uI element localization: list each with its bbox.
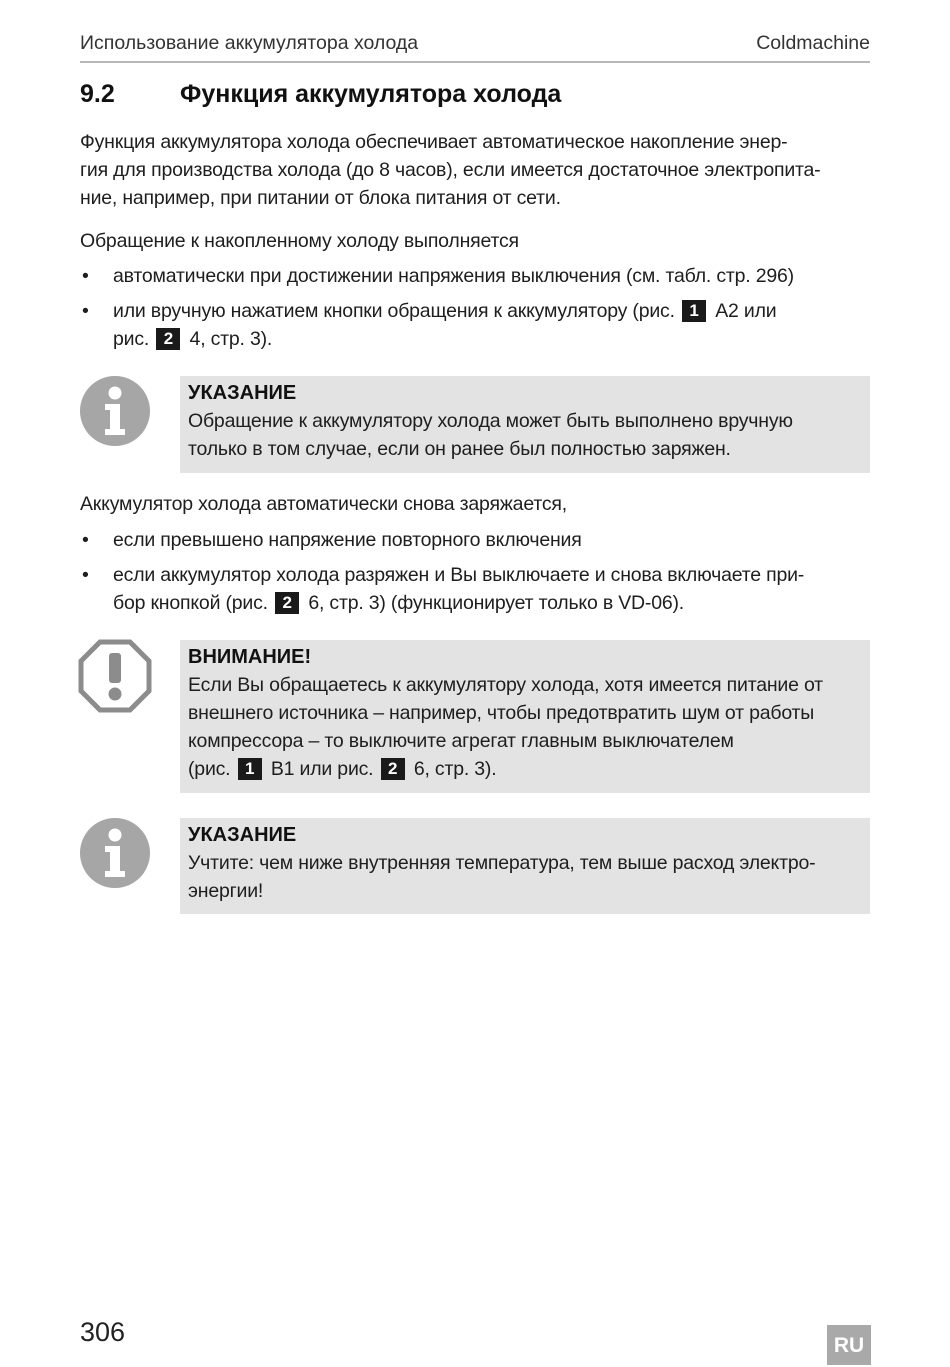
language-tab: RU xyxy=(827,1325,871,1365)
figure-ref-badge: 2 xyxy=(275,592,299,614)
list-item: • если превышено напряжение повторного включения xyxy=(82,529,582,551)
note-title: УКАЗАНИЕ xyxy=(188,382,297,404)
note-title: УКАЗАНИЕ xyxy=(188,824,297,846)
warning-title: ВНИМАНИЕ! xyxy=(188,646,312,668)
section-heading xyxy=(80,80,870,109)
note-text: Обращение к аккумулятору холода может быть выполнено вручную только в том случае, если он ранее был полностью заряжен. xyxy=(188,410,793,460)
intro-line: Функция аккумулятора холода обеспечивает автоматическое накопление энер- xyxy=(80,131,788,153)
figure-ref-badge: 1 xyxy=(238,758,262,780)
warning-text: Если Вы обращаетесь к аккумулятору холода, хотя имеется питание от внешнего источника – например, чтобы предотвратить шум от работы компрессора – то выключите агрегат главным выключателем (рис. 1 B1 или рис. 2 6, стр. 3). xyxy=(188,674,823,780)
header-product-name: Coldmachine xyxy=(756,32,870,54)
recharge-list xyxy=(80,526,870,624)
figure-ref-badge: 2 xyxy=(156,328,180,350)
note-text: Учтите: чем ниже внутренняя температура, тем выше расход электро- энергии! xyxy=(188,852,816,902)
access-lead: Обращение к накопленному холоду выполняется xyxy=(80,230,519,252)
intro-line: гия для производства холода (до 8 часов), если имеется достаточное электропита- xyxy=(80,159,821,181)
note-box xyxy=(180,818,870,914)
info-icon xyxy=(78,374,152,448)
header-chapter-title: Использование аккумулятора холода xyxy=(80,32,419,54)
list-item: • автоматически при достижении напряжения выключения (см. табл. стр. 296) xyxy=(82,265,794,287)
running-header xyxy=(80,30,870,63)
access-list xyxy=(80,262,870,360)
list-item: • если аккумулятор холода разряжен и Вы выключаете и снова включаете при- бор кнопкой (рис. 2 6, стр. 3) (функционирует только в VD-06). xyxy=(82,564,805,614)
figure-ref-badge: 1 xyxy=(682,300,706,322)
warning-box xyxy=(180,640,870,793)
list-item: • или вручную нажатием кнопки обращения к аккумулятору (рис. 1 А2 или рис. 2 4, стр. 3). xyxy=(82,300,777,350)
warning-octagon-icon xyxy=(78,639,152,713)
intro-paragraph xyxy=(80,128,870,212)
section-number: 9.2 xyxy=(80,80,115,108)
recharge-lead: Аккумулятор холода автоматически снова заряжается, xyxy=(80,493,567,515)
intro-line: ние, например, при питании от блока питания от сети. xyxy=(80,187,561,209)
info-icon xyxy=(78,816,152,890)
section-title: Функция аккумулятора холода xyxy=(180,80,562,108)
note-box xyxy=(180,376,870,473)
figure-ref-badge: 2 xyxy=(381,758,405,780)
page-number: 306 xyxy=(80,1317,126,1347)
